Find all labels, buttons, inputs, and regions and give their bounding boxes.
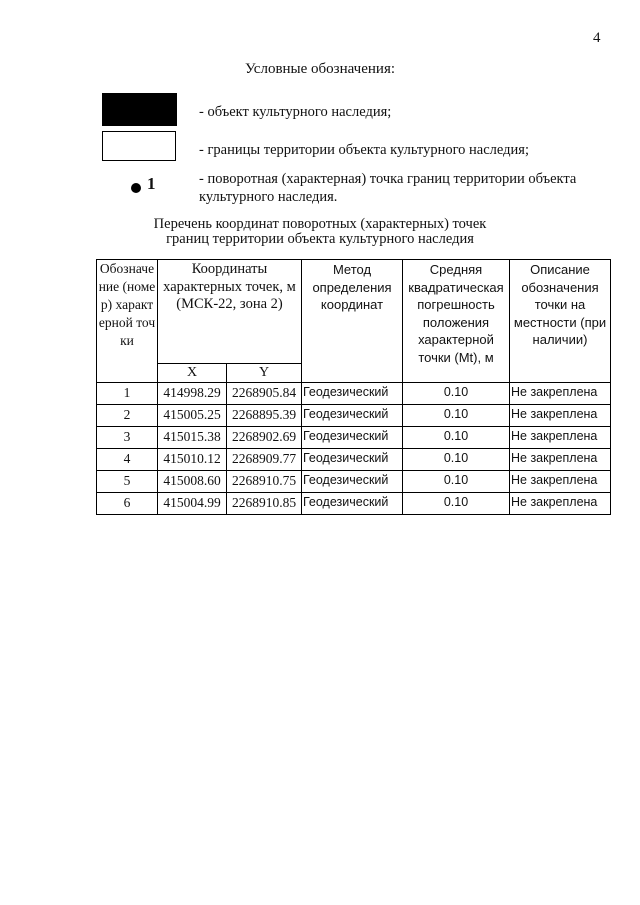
table-title-line-2: границ территории объекта культурного наследия [166,231,474,247]
turning-point-marker-label: 1 [147,174,156,193]
header-designation: Обозначение (номер) характерной точки [97,260,158,383]
cell-description: Не закреплена [510,492,611,514]
header-y: Y [227,364,302,383]
cell-point-number: 6 [97,492,158,514]
cell-x: 415005.25 [158,404,227,426]
cell-x: 415004.99 [158,492,227,514]
legend-item-territory-boundary: - границы территории объекта культурного наследия; [199,142,529,158]
table-row [97,404,611,426]
cell-error: 0.10 [403,470,510,492]
page-number: 4 [593,30,601,46]
cell-method: Геодезический [302,404,403,426]
cell-method: Геодезический [302,382,403,404]
table-row [97,382,611,404]
cell-point-number: 3 [97,426,158,448]
legend-item-turning-point: - поворотная (характерная) точка границ территории объекта культурного наследия. [199,171,577,205]
table-title [0,217,640,247]
coordinates-table [96,259,611,515]
cell-y: 2268909.77 [227,448,302,470]
table-row [97,492,611,514]
cell-error: 0.10 [403,492,510,514]
territory-boundary-swatch [102,131,176,161]
cell-x: 415015.38 [158,426,227,448]
turning-point-marker-icon [131,183,141,193]
table-title-line-1: Перечень координат поворотных (характерных) точек [153,216,487,232]
legend-title: Условные обозначения: [244,61,396,77]
cell-x: 415008.60 [158,470,227,492]
header-error: Средняя квадратическая погрешность положения характерной точки (Mt), м [403,260,510,383]
cell-error: 0.10 [403,404,510,426]
legend-item-heritage-object: - объект культурного наследия; [199,104,392,120]
cell-description: Не закреплена [510,470,611,492]
cell-method: Геодезический [302,448,403,470]
cell-point-number: 1 [97,382,158,404]
cell-y: 2268905.84 [227,382,302,404]
cell-point-number: 4 [97,448,158,470]
header-coordinates: Координаты характерных точек, м (МСК-22, зона 2) [158,260,302,364]
header-x: X [158,364,227,383]
cell-method: Геодезический [302,426,403,448]
cell-error: 0.10 [403,426,510,448]
table-row [97,448,611,470]
cell-y: 2268910.75 [227,470,302,492]
cell-method: Геодезический [302,470,403,492]
cell-error: 0.10 [403,382,510,404]
cell-error: 0.10 [403,448,510,470]
cell-y: 2268902.69 [227,426,302,448]
cell-y: 2268910.85 [227,492,302,514]
header-description: Описание обозначения точки на местности (при наличии) [510,260,611,383]
header-method: Метод определения координат [302,260,403,383]
cell-description: Не закреплена [510,404,611,426]
heritage-object-swatch [102,93,177,126]
cell-description: Не закреплена [510,382,611,404]
table-row [97,470,611,492]
cell-x: 415010.12 [158,448,227,470]
cell-y: 2268895.39 [227,404,302,426]
cell-point-number: 2 [97,404,158,426]
cell-method: Геодезический [302,492,403,514]
cell-x: 414998.29 [158,382,227,404]
cell-description: Не закреплена [510,426,611,448]
table-row [97,426,611,448]
cell-point-number: 5 [97,470,158,492]
cell-description: Не закреплена [510,448,611,470]
